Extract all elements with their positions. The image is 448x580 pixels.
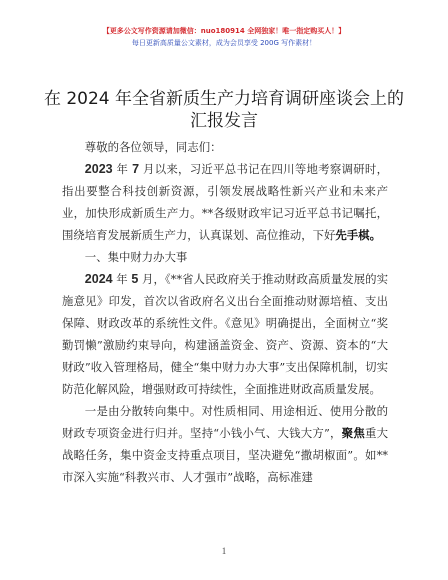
para1-bold-end: 先手棋 bbox=[335, 228, 370, 242]
promo-line-membership: 每日更新高质量公文素材，成为会员享受 200G 写作素材！ bbox=[131, 39, 317, 47]
para3-text-2: 重大战略任务，集中资金支持重点项目，坚决避免“撒胡椒面”。如**市深入实施“科教兴市、人才强市”战略，高标准建 bbox=[62, 426, 388, 484]
para2-year: 2024 bbox=[84, 272, 113, 286]
document-body bbox=[62, 136, 388, 488]
greeting: 尊敬的各位领导，同志们： bbox=[84, 140, 222, 154]
para2-year-unit: 年 bbox=[116, 272, 128, 286]
para2-month: 5 bbox=[131, 272, 139, 286]
para1-year-unit: 年 bbox=[116, 162, 129, 176]
para1-text: 月以来，习近平总书记在四川等地考察调研时，指出要整合科技创新资源，引领发展战略性新兴产业和未来产业，加快形成新质生产力。**各级财政牢记习近平总书记嘱托，围绕培育发展新质生产力，认真谋划、高位推动，下好 bbox=[62, 162, 389, 242]
paragraph-1 bbox=[62, 158, 388, 246]
promo-line-wechat: 【更多公文写作资源请加微信：nuo180914 全网独家！唯一指定购买人！】 bbox=[102, 27, 346, 35]
title-line-1: 在 2024 年全省新质生产力培育调研座谈会上的 bbox=[43, 89, 405, 109]
para1-month: 7 bbox=[132, 162, 140, 176]
title-line-2: 汇报发言 bbox=[190, 111, 258, 131]
page-number: 1 bbox=[221, 546, 227, 556]
promo-banner bbox=[0, 26, 448, 48]
para3-bold: 聚焦 bbox=[341, 426, 365, 440]
section-heading-1: 一、集中财力办大事 bbox=[84, 250, 188, 264]
paragraph-3 bbox=[62, 400, 388, 488]
para1-end: 。 bbox=[369, 228, 381, 242]
document-title bbox=[40, 88, 408, 132]
para1-year: 2023 bbox=[84, 162, 113, 176]
paragraph-2 bbox=[62, 268, 388, 400]
para3-text-1: 一是由分散转向集中。对性质相同、用途相近、使用分散的财政专项资金进行归并。坚持“小钱小气、大钱大方”， bbox=[62, 404, 388, 440]
para2-text: 月，《**省人民政府关于推动财政高质量发展的实施意见》印发，首次以省政府名义出台全面推动财源培植、支出保障、财政改革的系统性文件。《意见》明确提出，全面树立“奖勤罚懒”激励约束导向，构建涵盖资金、资产、资源、资本的“大财政”收入管理格局，健全“集中财力办大事”支出保障机制，切实防范化解风险，增强财政可持续性，全面推进财政高质量发展。 bbox=[62, 272, 388, 396]
